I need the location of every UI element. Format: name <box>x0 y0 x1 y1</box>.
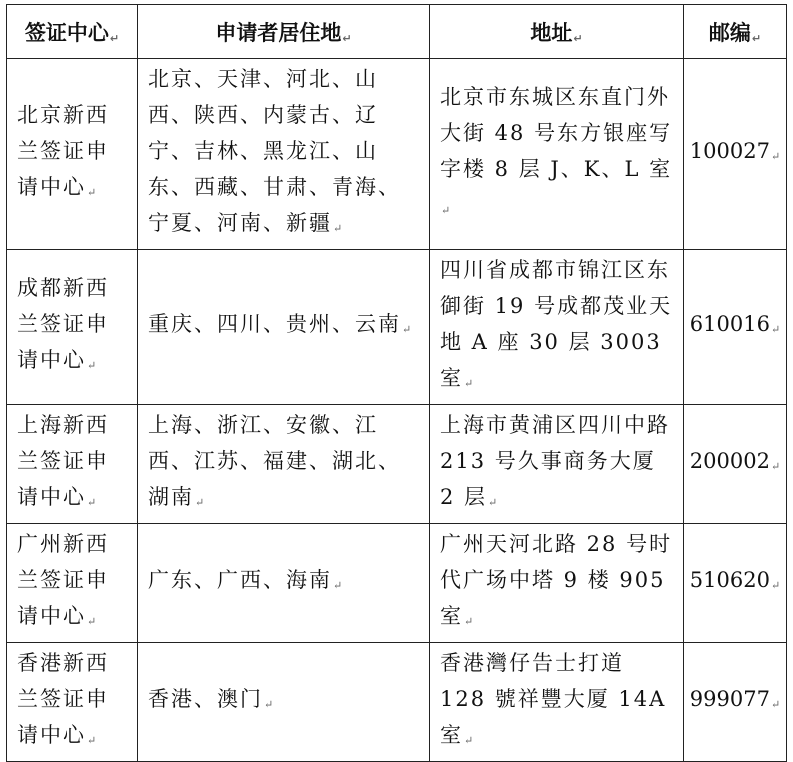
residence-cell: 重庆、四川、贵州、云南↵ <box>138 250 430 405</box>
table-row <box>7 405 787 524</box>
header-address: 地址↵ <box>430 5 684 59</box>
residence-cell: 广东、广西、海南↵ <box>138 524 430 643</box>
postcode-cell: 999077↵ <box>684 643 787 762</box>
visa-center-cell: 北京新西兰签证申请中心↵ <box>7 59 138 250</box>
postcode-cell: 100027↵ <box>684 59 787 250</box>
table-row <box>7 250 787 405</box>
residence-cell: 北京、天津、河北、山西、陕西、内蒙古、辽宁、吉林、黑龙江、山东、西藏、甘肃、青海、宁夏、河南、新疆↵ <box>138 59 430 250</box>
table-row <box>7 643 787 762</box>
residence-cell: 香港、澳门↵ <box>138 643 430 762</box>
header-visa-center: 签证中心↵ <box>7 5 138 59</box>
visa-center-cell: 香港新西兰签证申请中心↵ <box>7 643 138 762</box>
visa-center-table <box>6 4 787 762</box>
address-cell: 四川省成都市锦江区东御街 19 号成都茂业天地 A 座 30 层 3003 室↵ <box>430 250 684 405</box>
postcode-cell: 510620↵ <box>684 524 787 643</box>
address-cell: 上海市黄浦区四川中路 213 号久事商务大厦 2 层↵ <box>430 405 684 524</box>
visa-center-cell: 广州新西兰签证申请中心↵ <box>7 524 138 643</box>
postcode-cell: 610016↵ <box>684 250 787 405</box>
header-residence: 申请者居住地↵ <box>138 5 430 59</box>
visa-center-cell: 上海新西兰签证申请中心↵ <box>7 405 138 524</box>
address-cell: 北京市东城区东直门外大街 48 号东方银座写字楼 8 层 J、K、L 室↵ <box>430 59 684 250</box>
table-row <box>7 59 787 250</box>
table-row <box>7 524 787 643</box>
visa-center-cell: 成都新西兰签证申请中心↵ <box>7 250 138 405</box>
address-cell: 香港灣仔告士打道 128 號祥豐大厦 14A 室↵ <box>430 643 684 762</box>
header-row <box>7 5 787 59</box>
address-cell: 广州天河北路 28 号时代广场中塔 9 楼 905 室↵ <box>430 524 684 643</box>
postcode-cell: 200002↵ <box>684 405 787 524</box>
residence-cell: 上海、浙江、安徽、江西、江苏、福建、湖北、湖南↵ <box>138 405 430 524</box>
header-postcode: 邮编↵ <box>684 5 787 59</box>
